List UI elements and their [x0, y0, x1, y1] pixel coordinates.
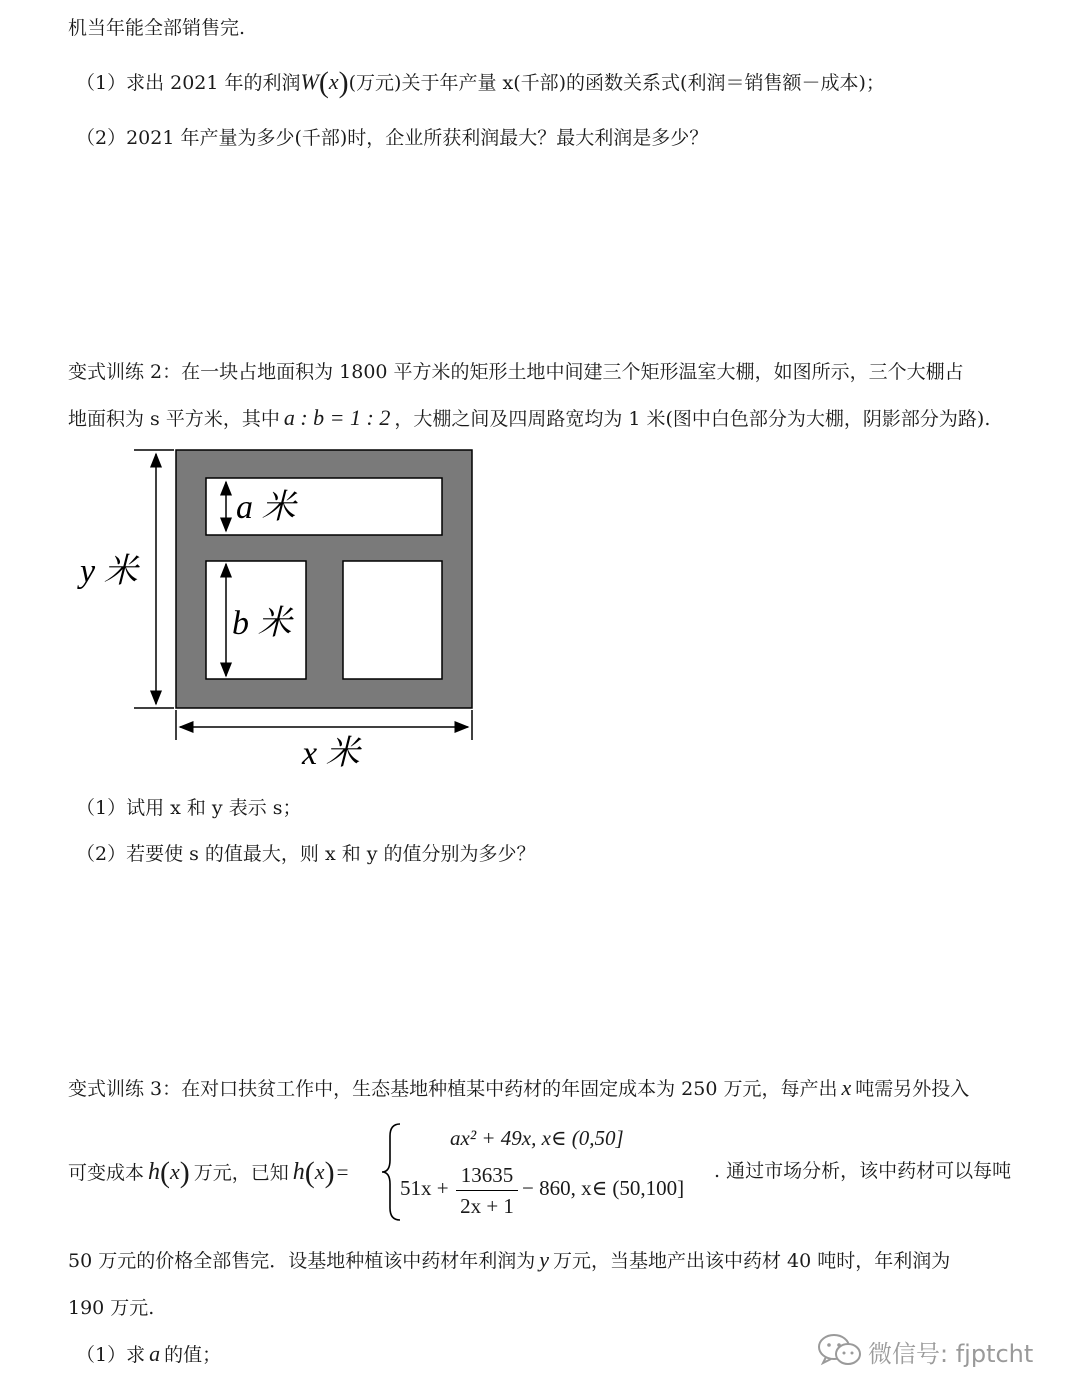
x-symbol: x: [314, 1159, 325, 1184]
ex2-line2: [68, 404, 990, 433]
watermark-text: 微信号: fjptcht: [868, 1340, 1034, 1368]
ex3-line3-prefix: 50 万元的价格全部售完．设基地种植该中药材年利润为: [68, 1250, 536, 1272]
w-symbol: W: [300, 69, 319, 94]
ratio-expression: a : b = 1 : 2: [283, 405, 391, 430]
case-2-left: 51x +: [400, 1176, 449, 1200]
equals-sign: =: [336, 1160, 349, 1184]
h-symbol: h: [292, 1159, 305, 1185]
ex2-line2-suffix: ，大棚之间及四周路宽均为 1 米(图中白色部分为大棚，阴影部分为路).: [394, 408, 991, 430]
pw-label: [68, 1156, 348, 1190]
h-symbol: h: [148, 1159, 161, 1185]
watermark: [808, 1330, 1058, 1370]
pw-after: . 通过市场分析，该中药材可以每吨: [714, 1160, 1012, 1182]
case-2-right: − 860, x∈ (50,100]: [522, 1176, 685, 1200]
wechat-icon: [816, 1332, 864, 1368]
ex3-line4: 190 万元.: [68, 1297, 155, 1319]
pw-label-middle: 万元，已知: [193, 1162, 289, 1184]
x-symbol: x: [328, 69, 339, 94]
x-symbol: x: [841, 1075, 852, 1100]
ex2-line1: 变式训练 2：在一块占地面积为 1800 平方米的矩形土地中间建三个矩形温室大棚，如图所示，三个大棚占: [68, 361, 964, 383]
greenhouse-figure: [70, 440, 490, 780]
open-paren: (: [304, 1156, 315, 1189]
ex3-line1-suffix: 吨需另外投入: [855, 1078, 970, 1100]
fraction: [456, 1162, 518, 1219]
problem-q2: （2）2021 年产量为多少(千部)时，企业所获利润最大？最大利润是多少？: [76, 127, 709, 149]
ex3-line3: [68, 1246, 950, 1275]
open-paren: (: [160, 1156, 171, 1189]
ex2-line2-prefix: 地面积为 s 平方米，其中: [68, 408, 280, 430]
label-a: a 米: [236, 489, 296, 526]
x-symbol: x: [170, 1159, 180, 1184]
ex3-line1-prefix: 变式训练 3：在对口扶贫工作中，生态基地种植某中药材的年固定成本为 250 万元，每产出: [68, 1078, 838, 1100]
header-line: 机当年能全部销售完.: [68, 17, 246, 39]
label-b: b 米: [232, 605, 292, 642]
q1-prefix: （1）求出 2021 年的利润: [76, 72, 301, 94]
fraction-bar: [456, 1190, 518, 1191]
fraction-denominator: 2x + 1: [460, 1194, 514, 1218]
a-symbol: a: [149, 1341, 161, 1366]
ex2-q2: （2）若要使 s 的值最大，则 x 和 y 的值分别为多少？: [76, 843, 536, 865]
ex3-q1-suffix: 的值；: [164, 1344, 222, 1366]
problem-q1: [76, 68, 885, 97]
greenhouse-bottom-right: [343, 561, 442, 679]
close-paren: ): [338, 66, 349, 99]
label-x: x 米: [302, 735, 360, 772]
close-paren: ): [179, 1156, 190, 1189]
y-symbol: y: [539, 1247, 549, 1272]
ex2-q1: （1）试用 x 和 y 表示 s；: [76, 797, 302, 819]
ex3-line1: [68, 1074, 969, 1103]
ex3-q1: [76, 1340, 221, 1369]
piecewise-brace: [380, 1120, 404, 1224]
ex3-line3-suffix: 万元，当基地产出该中药材 40 吨时，年利润为: [552, 1250, 951, 1272]
open-paren: (: [318, 66, 329, 99]
pw-label-prefix: 可变成本: [68, 1162, 145, 1184]
piecewise-row: [68, 1120, 1068, 1230]
q1-suffix: (万元)关于年产量 x(千部)的函数关系式(利润＝销售额－成本)；: [348, 72, 885, 94]
ex3-q1-prefix: （1）求: [76, 1344, 146, 1366]
fraction-numerator: 13635: [460, 1163, 514, 1187]
label-y: y 米: [80, 553, 138, 590]
close-paren: ): [324, 1156, 335, 1189]
case-1: ax² + 49x, x∈ (0,50]: [450, 1126, 624, 1150]
